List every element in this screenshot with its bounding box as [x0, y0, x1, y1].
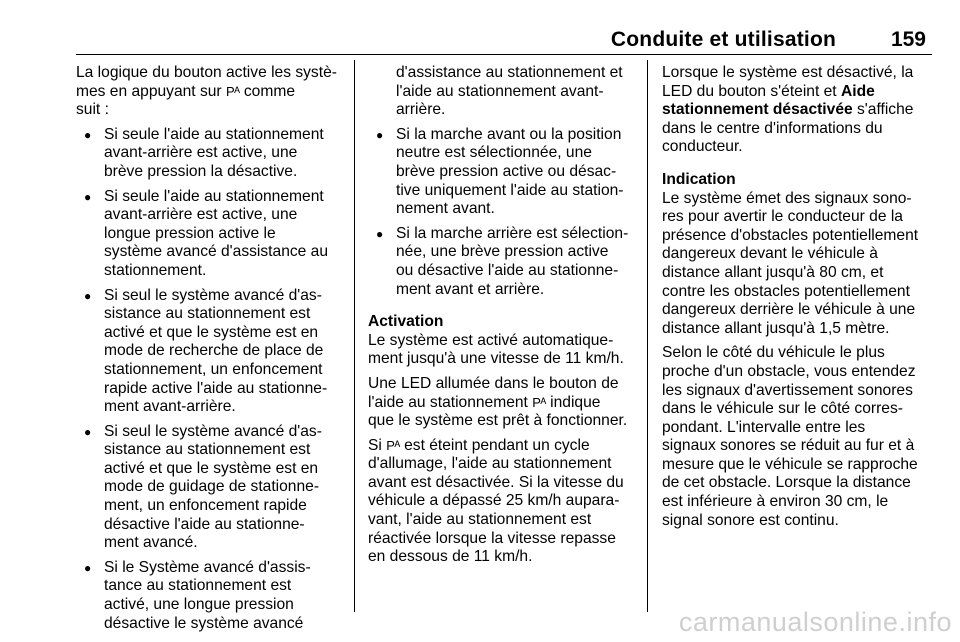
list-item: ● Si seul le système avancé d'as- sistance au stationnement est activé et que le système est en mode de guidage de stationne- ment, un enfoncement rapide désactive l'aide au stationne- ment avancé. [76, 423, 348, 553]
column-divider [647, 60, 648, 612]
page-title: Conduite et utilisation [610, 28, 836, 51]
park-assist-icon: P⁠ᴬ [532, 394, 546, 410]
list-item-continuation: d'assistance au stationnement et l'aide au stationnement avant- arrière. [396, 64, 623, 119]
column-divider [354, 60, 355, 612]
page-number: 159 [890, 28, 926, 51]
list-item: ● Si seule l'aide au stationnement avant-arrière est active, une brève pression la désactive. [76, 126, 348, 182]
list-item: ● Si la marche arrière est sélection- née, une brève pression active ou désactive l'aide au stationne- ment avant et arrière. [368, 225, 640, 299]
activation-paragraph: Le système est activé automatique- ment jusqu'à une vitesse de 11 km/h. [368, 331, 624, 368]
list-item: ● Si la marche avant ou la position neutre est sélectionnée, une brève pression active ou désac- tive uniquement l'aide au station- nement avant. [368, 126, 640, 219]
indication-heading: Indication [662, 170, 736, 188]
column-2 [368, 64, 640, 573]
status-paragraph: Lorsque le système est désactivé, la LED du bouton s'éteint et Aide stationnement désactivée s'affiche dans le centre d'informations du conducteur. [662, 64, 914, 156]
bullet-list [368, 64, 640, 299]
intro-paragraph: La logique du bouton active les systè- mes en appuyant sur P⁠ᴬ comme suit : [76, 64, 337, 119]
watermark-text: carmanualsonline.info [678, 607, 952, 637]
park-assist-icon: P⁠ᴬ [225, 83, 240, 99]
park-assist-icon: P⁠ᴬ [386, 437, 400, 453]
list-item: ● Si le Système avancé d'assis- tance au stationnement est activé, une longue pression désactive le système avancé [76, 559, 348, 633]
bullet-list [76, 126, 348, 633]
page-header [76, 26, 932, 55]
column-1 [76, 64, 348, 639]
warning-signal-paragraph: Selon le côté du véhicule le plus proche d'un obstacle, vous entendez les signaux d'avertissement sonores dans le véhicule sur le côté corres- pondant. L'intervalle entre les signaux sonores se réduit au fur et à mesure que le véhicule se rapproche de cet obstacle. Lorsque la distance est inférieure à environ 30 cm, le signal sonore est continu. [662, 344, 918, 529]
list-item: ● Si seule l'aide au stationnement avant-arrière est active, une longue pression active le système avancé d'assistance au stationnement. [76, 188, 348, 281]
activation-heading: Activation [368, 313, 444, 331]
led-paragraph: Une LED allumée dans le bouton de l'aide au stationnement P⁠ᴬ indique que le système est prêt à fonctionner. [368, 374, 628, 430]
deactivation-paragraph: Si P⁠ᴬ est éteint pendant un cycle d'allumage, l'aide au stationnement avant est désactivée. Si la vitesse du véhicule a dépassé 25 km/h aupara- vant, l'aide au stationnement est réactivée lorsque la vitesse repasse en dessous de 11 km/h. [368, 436, 624, 566]
list-item: ● Si seul le système avancé d'as- sistance au stationnement est activé et que le système est en mode de recherche de place de stationnement, un enfoncement rapide active l'aide au stationne- ment avant-arrière. [76, 287, 348, 417]
column-3 [662, 64, 932, 536]
indication-paragraph: Le système émet des signaux sono- res pour avertir le conducteur de la présence d'obstacles potentiellement dangereux devant le véhicule à distance allant jusqu'à 80 cm, et contre les obstacles potentiellement dangereux derrière le véhicule à une distance allant jusqu'à 1,5 mètre. [662, 189, 919, 337]
